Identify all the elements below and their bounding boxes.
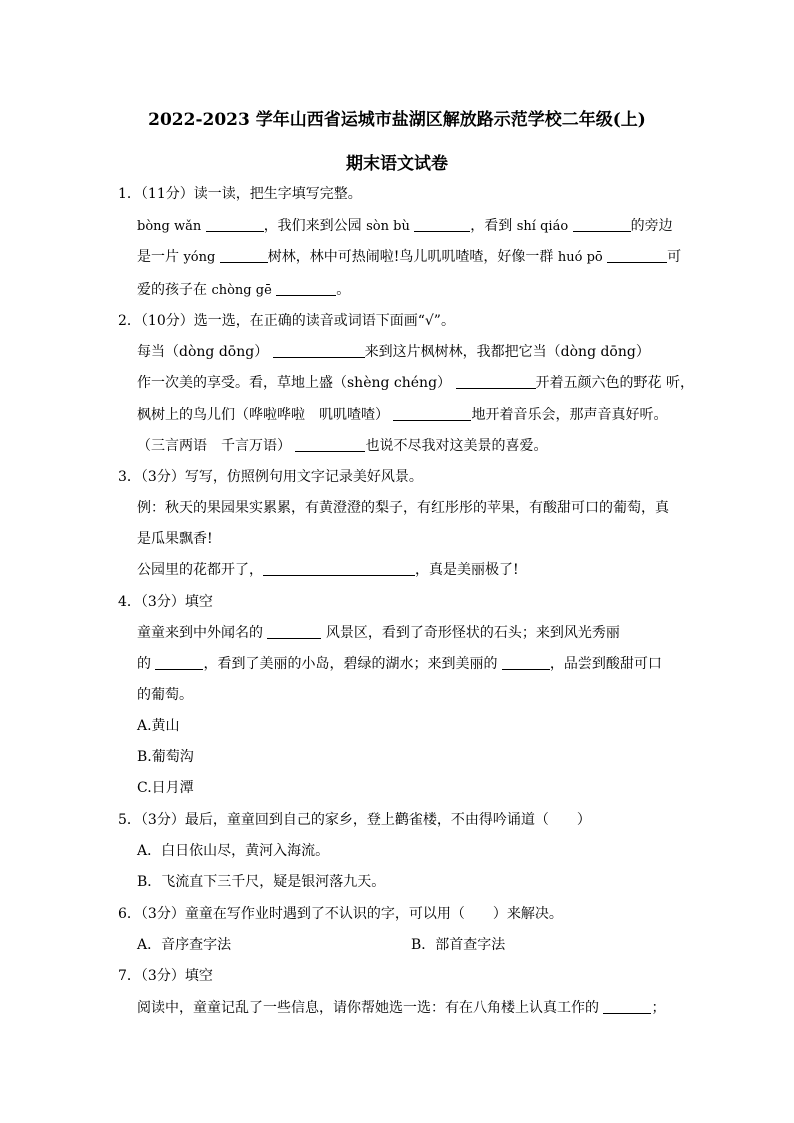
q2-text-6: 地开着音乐会，那声音真好听。 xyxy=(471,407,668,423)
q2-blank-4[interactable] xyxy=(295,437,365,452)
q1-pinyin-3: shí qiáo xyxy=(516,219,569,234)
q7-text-1: 阅读中，童童记乱了一些信息，请你帮她选一选：有在八角楼上认真工作的 xyxy=(137,1000,599,1016)
q4-option-a[interactable]: A.黄山 xyxy=(137,718,180,734)
q4-text-4: ，看到了美丽的小岛，碧绿的湖水；来到美丽的 xyxy=(203,656,498,672)
q1-text-7: 爱的孩子在 xyxy=(137,282,207,298)
q2-text-2: 来到这片枫树林，我都把它当（dòng dōng） xyxy=(364,344,650,360)
q2-blank-2[interactable] xyxy=(456,374,536,389)
q1-text-4: 是一片 xyxy=(137,249,179,265)
q2-text-4: 开着五颜六色的野花 听， xyxy=(535,375,694,391)
q4-text-3: 的 xyxy=(137,656,151,672)
q1-pinyin-1: bòng wǎn xyxy=(137,219,202,234)
q1-pinyin-6: chòng gē xyxy=(211,283,272,298)
q2-line3 xyxy=(137,405,667,425)
q2-text-8: 也说不尽我对这美景的喜爱。 xyxy=(365,438,548,454)
q5-option-b[interactable]: B．飞流直下三千尺，疑是银河落九天。 xyxy=(137,874,386,890)
q2-blank-3[interactable] xyxy=(393,406,471,421)
q2-text-1: 每当（dòng dōng） xyxy=(137,344,269,360)
q4-line2 xyxy=(137,654,662,674)
q5-header: 5．（3分）最后，童童回到自己的家乡，登上鹳雀楼，不由得吟诵道（ ） xyxy=(118,812,591,828)
q4-line3: 的葡萄。 xyxy=(137,687,193,703)
q6-option-b[interactable]: B．部首查字法 xyxy=(411,937,506,953)
q7-header: 7．（3分）填空 xyxy=(118,968,213,984)
q4-blank-1[interactable] xyxy=(267,624,321,639)
q2-text-3: 作一次美的享受。看，草地上盛（shèng chéng） xyxy=(137,375,452,391)
q4-line1 xyxy=(137,623,620,643)
q1-header: 1．（11分）读一读，把生字填写完整。 xyxy=(118,186,362,202)
q1-pinyin-4: yóng xyxy=(183,250,216,265)
q4-option-b[interactable]: B.葡萄沟 xyxy=(137,749,194,765)
exam-title-line2: 期末语文试卷 xyxy=(346,154,448,174)
q3-example-line2: 是瓜果飘香! xyxy=(137,531,213,547)
q1-blank-2[interactable] xyxy=(414,217,470,232)
exam-title-line1: 2022-2023 学年山西省运城市盐湖区解放路示范学校二年级(上) xyxy=(148,110,646,130)
q2-line4 xyxy=(137,436,547,456)
q1-pinyin-5: huó pō xyxy=(557,250,603,265)
q1-pinyin-2: sòn bù xyxy=(366,219,410,234)
q2-line2 xyxy=(137,373,694,393)
q6-header: 6．（3分）童童在写作业时遇到了不认识的字，可以用（ ）来解决。 xyxy=(118,906,563,922)
q1-blank-1[interactable] xyxy=(206,217,264,232)
q1-blank-4[interactable] xyxy=(220,248,268,263)
q7-line1 xyxy=(137,998,665,1018)
q1-line1 xyxy=(137,216,673,237)
q7-text-2: ； xyxy=(651,1000,666,1016)
q4-header: 4．（3分）填空 xyxy=(118,594,213,610)
q2-line1 xyxy=(137,342,650,362)
q1-line2 xyxy=(137,247,681,268)
q3-text-2: ，真是美丽极了! xyxy=(415,562,519,578)
q3-line3 xyxy=(137,560,519,580)
q4-blank-2[interactable] xyxy=(155,655,203,670)
q5-option-a[interactable]: A．白日依山尽，黄河入海流。 xyxy=(137,843,330,859)
q1-blank-3[interactable] xyxy=(573,217,631,232)
q2-text-7: （三言两语 千言万语） xyxy=(137,438,291,454)
q4-text-5: ，品尝到酸甜可口 xyxy=(549,656,662,672)
q4-text-1: 童童来到中外闻名的 xyxy=(137,625,263,641)
q1-line3 xyxy=(137,280,350,301)
q6-option-a[interactable]: A．音序查字法 xyxy=(137,937,232,953)
q3-text-1: 公园里的花都开了， xyxy=(137,562,263,578)
q7-blank-1[interactable] xyxy=(603,999,651,1014)
q1-text-5: 树林，林中可热闹啦!鸟儿叽叽喳喳，好像一群 xyxy=(267,249,554,265)
q3-example-line1: 例：秋天的果园果实累累，有黄澄澄的梨子，有红彤彤的苹果，有酸甜可口的葡萄，真 xyxy=(137,500,669,516)
q1-text-6: 可 xyxy=(667,249,682,265)
q1-text-8: 。 xyxy=(336,282,351,298)
q2-header: 2．（10分）选一选，在正确的读音或词语下面画“√”。 xyxy=(118,313,455,329)
q4-text-2: 风景区，看到了奇形怪状的石头；来到风光秀丽 xyxy=(325,625,620,641)
q4-blank-3[interactable] xyxy=(502,655,550,670)
q1-blank-6[interactable] xyxy=(276,281,336,296)
q3-blank-1[interactable] xyxy=(263,561,415,576)
q1-text-1: ，我们来到公园 xyxy=(263,218,362,234)
q1-text-3: 的旁边 xyxy=(630,218,673,234)
q2-text-5: 枫树上的鸟儿们（哗啦哗啦 叽叽喳喳） xyxy=(137,407,389,423)
q1-blank-5[interactable] xyxy=(607,248,667,263)
q1-text-2: ，看到 xyxy=(470,218,513,234)
q2-blank-1[interactable] xyxy=(273,343,365,358)
q4-option-c[interactable]: C.日月潭 xyxy=(137,780,194,796)
q3-header: 3．（3分）写写，仿照例句用文字记录美好风景。 xyxy=(118,469,423,485)
